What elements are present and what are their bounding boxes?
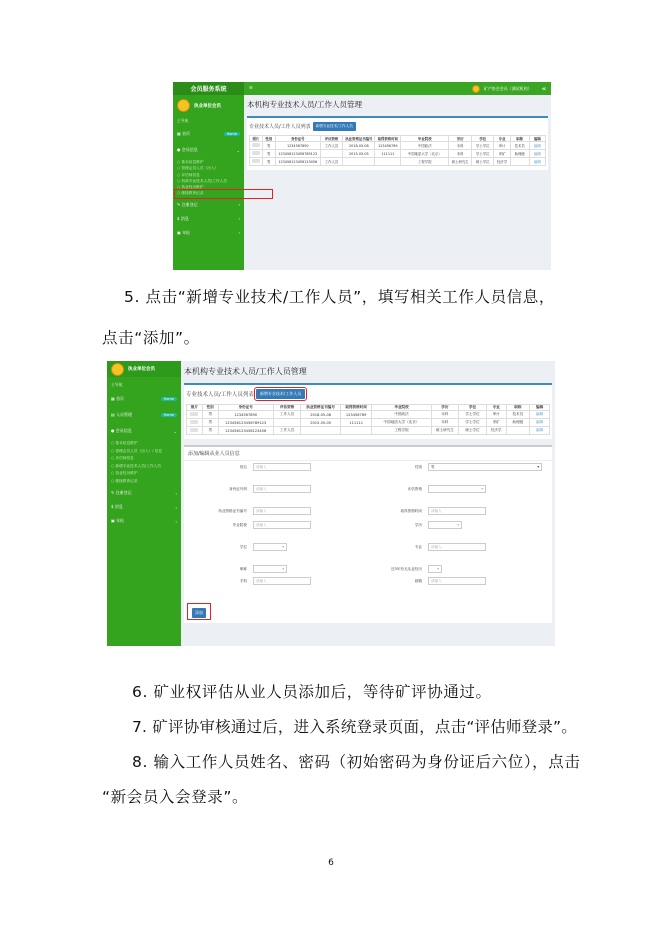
user-avatar-icon <box>177 99 190 112</box>
table-cell: 学士学位 <box>459 411 487 419</box>
table-cell: 经济学 <box>486 427 506 435</box>
table-cell: 中国地质大学（北京） <box>401 150 449 158</box>
column-header: 执业资格证书编号 <box>343 136 375 142</box>
caret-down-icon: ▾ <box>537 465 539 469</box>
column-header: 照片 <box>250 136 263 142</box>
nav-header: 主导航 <box>177 118 189 123</box>
table-cell <box>301 427 340 435</box>
table-row <box>250 142 546 150</box>
edit-link[interactable]: 编辑 <box>529 158 545 166</box>
cert-label: 执业资格证书编号 <box>218 508 247 513</box>
table-cell: 男 <box>262 158 275 166</box>
sub-item-education[interactable]: ○ 继续教育记录 <box>177 191 204 196</box>
row-school <box>184 521 311 529</box>
row-qual <box>364 485 486 493</box>
column-header: 性别 <box>262 136 275 142</box>
table-cell: 男 <box>202 411 218 419</box>
chevron-left-icon: ‹ <box>238 216 240 222</box>
user-panel <box>173 95 244 116</box>
column-header: 职称 <box>510 136 529 142</box>
qual-select[interactable] <box>428 485 486 493</box>
menu-toggle-icon[interactable]: ≡ <box>249 86 253 91</box>
email-input[interactable]: 请输入 <box>428 577 486 585</box>
row-gender <box>364 463 542 471</box>
table-cell: 审计 <box>486 411 506 419</box>
table-cell <box>510 158 529 166</box>
table-cell: 工作人员 <box>273 411 301 419</box>
column-header: 学位 <box>459 405 487 411</box>
photo-thumbnail <box>190 420 198 424</box>
id-label: 身份证号码 <box>229 486 247 491</box>
column-header: 身份证号 <box>275 136 320 142</box>
edit-link[interactable]: 编辑 <box>529 142 545 150</box>
table-cell: 采矿 <box>494 150 510 158</box>
row-time <box>364 507 486 515</box>
box-header <box>249 120 546 132</box>
users-icon: ▤ <box>111 412 117 417</box>
step5-line1: 5. 点击“新增专业技术/工作人员”，填写相关工作人员信息， <box>124 288 555 306</box>
sidebar-item-year[interactable]: ▣ 年检 ‹ <box>111 518 177 524</box>
sub-item-staff-io[interactable]: ○ 管理会员人员（出入） <box>177 166 219 171</box>
table-cell: 123456789 <box>375 142 401 150</box>
table-cell: 111111 <box>340 419 372 427</box>
sidebar-item-record[interactable]: ✎ 注册登记 ‹ <box>177 201 240 208</box>
edu-label: 学历 <box>414 522 422 527</box>
sub-item-basic[interactable]: ○ 基本信息维护 <box>111 441 138 445</box>
box-title: 专业技术人员/工作人员列表 <box>249 123 311 130</box>
add-staff-button[interactable]: 新增专业技术/工作人员 <box>256 389 305 399</box>
list-icon: ● <box>111 428 116 433</box>
page-title: 本机构专业技术人员/工作人员管理 <box>247 100 363 109</box>
caret-down-icon: ▾ <box>282 545 284 549</box>
user-panel: 执业单位会员 <box>107 361 181 377</box>
chevron-left-icon: ‹ <box>238 230 240 236</box>
caret-down-icon: ▾ <box>457 523 459 527</box>
column-header: 学位 <box>471 136 494 142</box>
table-cell: 本科 <box>431 411 459 419</box>
column-header: 毕业院校 <box>401 136 449 142</box>
table-body <box>250 142 546 166</box>
photo-cell <box>187 411 203 419</box>
share-icon[interactable]: ≪ <box>541 86 546 91</box>
table-cell: 技术员 <box>510 142 529 150</box>
photo-cell <box>250 142 263 150</box>
edu-select[interactable] <box>428 521 462 529</box>
brand: 会员服务系统 <box>173 82 244 95</box>
column-header: 学历 <box>449 136 472 142</box>
table-cell: 采矿 <box>486 419 506 427</box>
name-label: 姓名 <box>239 464 247 469</box>
step8-line2: “新会员入会登录”。 <box>102 788 249 806</box>
table-cell <box>340 427 372 435</box>
column-header: 取得资格时间 <box>375 136 401 142</box>
table-cell: 助理级 <box>510 150 529 158</box>
sidebar-item-home[interactable]: ▦ 首页 Home <box>107 391 181 407</box>
sub-item-basic[interactable]: ○ 基本信息维护 <box>177 160 204 164</box>
table-row <box>187 411 550 419</box>
table-cell: 123456123456123456 <box>218 427 273 435</box>
phone-label: 手机 <box>239 578 247 583</box>
row-major <box>364 543 486 551</box>
school-label: 毕业院校 <box>232 522 247 527</box>
table-cell: 学士学位 <box>471 142 494 150</box>
home-badge: Home <box>224 132 240 136</box>
screenshot-member-list <box>173 82 551 270</box>
sidebar-item-member-info[interactable]: ● 会员信息 ⌄ <box>177 147 240 153</box>
id-input[interactable]: 请输入 <box>253 485 311 493</box>
sub-item-tech-staff[interactable]: ○ 机构专业技术人员/工作人员 <box>177 178 227 183</box>
table-cell: 123456123456789123 <box>275 150 320 158</box>
main-content <box>244 95 551 270</box>
chevron-down-icon: ⌄ <box>173 428 177 434</box>
row-id <box>184 485 311 493</box>
table-row <box>250 150 546 158</box>
table-body <box>187 411 550 435</box>
caret-down-icon: ▾ <box>437 567 439 571</box>
column-header: 评估资格 <box>320 136 343 142</box>
submit-add-button[interactable]: 添加 <box>192 608 206 618</box>
account-menu[interactable]: 矿产协会会员（测试机构） ≪ <box>472 85 546 93</box>
table-cell: 硕士学位 <box>471 158 494 166</box>
column-header: 编辑 <box>530 405 550 411</box>
table-cell: 助理级 <box>506 419 530 427</box>
table-cell: 123456123456123456 <box>275 158 320 166</box>
cert-input[interactable]: 请输入 <box>253 507 311 515</box>
sub-item-education[interactable]: ○ 继续教育记录 <box>111 478 138 483</box>
staff-list-box <box>247 116 548 170</box>
home-icon: ▦ <box>177 131 183 136</box>
calendar-icon: ▣ <box>177 229 183 235</box>
column-header: 身份证号 <box>218 405 273 411</box>
column-header: 取得资格时间 <box>340 405 372 411</box>
table-cell: 2015-05-05 <box>343 150 375 158</box>
edit-icon: ✎ <box>177 201 182 207</box>
table-row <box>250 158 546 166</box>
staff-form-box <box>184 445 552 623</box>
home-badge: Home <box>161 397 177 401</box>
step8-line1: 8. 输入工作人员姓名、密码（初始密码为身份证后六位），点击 <box>132 753 581 771</box>
sidebar-item-member-info[interactable]: ● 会员信息 ⌄ <box>111 428 177 434</box>
row-email <box>364 577 486 585</box>
column-header: 性别 <box>202 405 218 411</box>
table-cell: 男 <box>262 150 275 158</box>
column-header: 专业 <box>486 405 506 411</box>
photo-thumbnail <box>252 151 260 155</box>
top-bar <box>244 82 551 95</box>
table-cell: 男 <box>202 427 218 435</box>
recent-label: 近3年有无从业经历 <box>390 566 422 571</box>
form-title: 添加/编辑从业人员信息 <box>184 447 552 461</box>
caret-down-icon: ▾ <box>282 567 284 571</box>
table-cell: 学士学位 <box>459 419 487 427</box>
title-select[interactable] <box>253 565 287 573</box>
staff-table <box>249 135 546 166</box>
table-cell: 硕士学位 <box>459 427 487 435</box>
home-icon: ▦ <box>111 396 117 401</box>
gender-select[interactable]: 男 ▾ <box>428 463 542 471</box>
column-header: 职称 <box>506 405 530 411</box>
major-input[interactable]: 请输入 <box>428 543 486 551</box>
mgmt-badge: Home <box>161 413 177 417</box>
name-input[interactable]: 请输入 <box>253 463 311 471</box>
table-cell: 学士学位 <box>471 150 494 158</box>
time-input[interactable]: 请输入 <box>428 507 486 515</box>
table-cell: 123456789 <box>340 411 372 419</box>
email-label: 邮箱 <box>414 578 422 583</box>
table-header <box>250 136 546 142</box>
sidebar-item-home[interactable]: ▦ 首页 Home <box>173 126 244 142</box>
screenshot-add-staff <box>107 361 555 646</box>
table-cell: 男 <box>202 419 218 427</box>
chevron-left-icon: ‹ <box>175 490 177 496</box>
sidebar-item-staff-mgmt[interactable]: ▤ 人员管理 Home <box>107 407 181 423</box>
sidebar <box>173 82 244 270</box>
staff-list-box <box>184 383 552 439</box>
sidebar-item-year[interactable]: ▣ 年检 ‹ <box>177 229 240 236</box>
sidebar-item-notice[interactable]: $ 消息 ‹ <box>177 215 240 222</box>
column-header: 编辑 <box>529 136 545 142</box>
row-degree <box>184 543 287 551</box>
table-row <box>187 427 550 435</box>
table-cell: 本科 <box>449 142 472 150</box>
table-cell: 中国地质大学（北京） <box>372 419 431 427</box>
photo-thumbnail <box>252 159 260 163</box>
sub-item-tech-staff[interactable]: ○ 新增专业技术人员/工作人员 <box>111 463 161 468</box>
column-header: 学历 <box>431 405 459 411</box>
column-header: 评估资格 <box>273 405 301 411</box>
user-avatar-icon <box>111 363 124 376</box>
edit-link[interactable]: 编辑 <box>530 427 550 435</box>
table-cell: 2015-05-05 <box>301 419 340 427</box>
school-input[interactable]: 请输入 <box>253 521 311 529</box>
edit-link[interactable]: 编辑 <box>529 150 545 158</box>
qual-label: 评估资格 <box>407 486 422 491</box>
table-cell <box>343 158 375 166</box>
dollar-icon: $ <box>177 215 181 221</box>
row-cert <box>184 507 311 515</box>
chevron-left-icon: ‹ <box>238 202 240 208</box>
column-header: 照片 <box>187 405 203 411</box>
table-cell: 男 <box>262 142 275 150</box>
table-cell: 本科 <box>431 419 459 427</box>
table-cell: 2018-05-08 <box>301 411 340 419</box>
row-title <box>184 565 287 573</box>
title-label: 职称 <box>239 566 247 571</box>
table-cell: 111111 <box>375 150 401 158</box>
photo-thumbnail <box>252 143 260 147</box>
table-cell: 工作人员 <box>320 158 343 166</box>
chevron-left-icon: ‹ <box>175 518 177 524</box>
sub-item-experience[interactable]: ○ 执业经历维护 <box>177 185 204 190</box>
caret-down-icon: ▾ <box>481 487 483 491</box>
table-cell: 工作人员 <box>273 427 301 435</box>
degree-select[interactable] <box>253 543 287 551</box>
row-name <box>184 463 311 471</box>
table-cell: 硕士研究生 <box>431 427 459 435</box>
photo-thumbnail <box>190 412 198 416</box>
recent-select[interactable] <box>428 565 442 573</box>
page-number: 6 <box>328 858 334 868</box>
staff-table <box>186 404 550 435</box>
add-staff-button[interactable]: 新增专业技术/工作人员 <box>313 122 356 131</box>
table-cell: 技术员 <box>506 411 530 419</box>
sub-item-staff-io[interactable]: ○ 管理会员人员（出入）/ 信息 <box>111 448 163 453</box>
sidebar <box>107 361 181 646</box>
table-cell: 工程学院 <box>372 427 431 435</box>
table-row <box>187 419 550 427</box>
calendar-icon: ▣ <box>111 518 117 523</box>
staff-form <box>184 459 552 609</box>
edit-link[interactable]: 编辑 <box>530 419 550 427</box>
sub-item-appraiser[interactable]: ○ 评估师信息 <box>111 456 134 460</box>
sub-item-appraiser[interactable]: ○ 评估师信息 <box>177 172 200 177</box>
phone-input[interactable]: 请输入 <box>253 577 311 585</box>
edit-icon: ✎ <box>111 490 116 495</box>
step6: 6. 矿业权评估从业人员添加后，等待矿评协通过。 <box>132 683 492 701</box>
list-icon: ● <box>177 147 182 152</box>
main-content <box>181 361 555 646</box>
photo-cell <box>187 427 203 435</box>
chevron-down-icon: ⌄ <box>236 147 240 153</box>
major-label: 专业 <box>414 544 422 549</box>
step7: 7. 矿评协审核通过后，进入系统登录页面，点击“评估师登录”。 <box>132 718 577 736</box>
sidebar-item-notice[interactable]: $ 消息 ‹ <box>111 504 177 510</box>
account-avatar-icon <box>472 85 480 93</box>
table-cell <box>273 419 301 427</box>
table-cell: 中国政法 <box>372 411 431 419</box>
table-cell: 1234567890 <box>218 411 273 419</box>
table-cell: 123456123456789123 <box>218 419 273 427</box>
chevron-left-icon: ‹ <box>175 504 177 510</box>
row-edu <box>364 521 462 529</box>
table-cell: 1234567890 <box>275 142 320 150</box>
table-cell: 工作人员 <box>320 142 343 150</box>
table-cell <box>375 158 401 166</box>
gender-label: 性别 <box>414 464 422 469</box>
table-cell: 工程学院 <box>401 158 449 166</box>
box-title: 专业技术人员/工作人员列表 <box>186 392 254 398</box>
table-cell <box>320 150 343 158</box>
edit-link[interactable]: 编辑 <box>530 411 550 419</box>
time-label: 取得资格时间 <box>400 508 422 513</box>
photo-cell <box>250 150 263 158</box>
table-cell: 硕士研究生 <box>449 158 472 166</box>
box-header <box>186 387 550 401</box>
table-cell: 本科 <box>449 150 472 158</box>
table-cell: 中国政法 <box>401 142 449 150</box>
column-header: 专业 <box>494 136 510 142</box>
photo-cell <box>250 158 263 166</box>
sub-menu <box>107 439 181 486</box>
dollar-icon: $ <box>111 504 115 509</box>
user-name: 执业单位会员 <box>194 103 221 109</box>
table-cell: 审计 <box>494 142 510 150</box>
row-phone <box>184 577 311 585</box>
table-cell: 2018-05-08 <box>343 142 375 150</box>
degree-label: 学位 <box>239 544 247 549</box>
row-recent <box>364 565 442 573</box>
table-cell <box>506 427 530 435</box>
nav-header: 主导航 <box>111 382 123 387</box>
sidebar-item-record[interactable]: ✎ 注册登记 ‹ <box>111 490 177 496</box>
photo-cell <box>187 419 203 427</box>
column-header: 毕业院校 <box>372 405 431 411</box>
table-cell: 经济学 <box>494 158 510 166</box>
step5-line2: 点击“添加”。 <box>102 329 200 347</box>
column-header: 执业资格证书编号 <box>301 405 340 411</box>
sub-item-experience[interactable]: ○ 执业经历维护 <box>111 471 138 475</box>
photo-thumbnail <box>190 428 198 432</box>
page-title: 本机构专业技术人员/工作人员管理 <box>184 367 307 376</box>
